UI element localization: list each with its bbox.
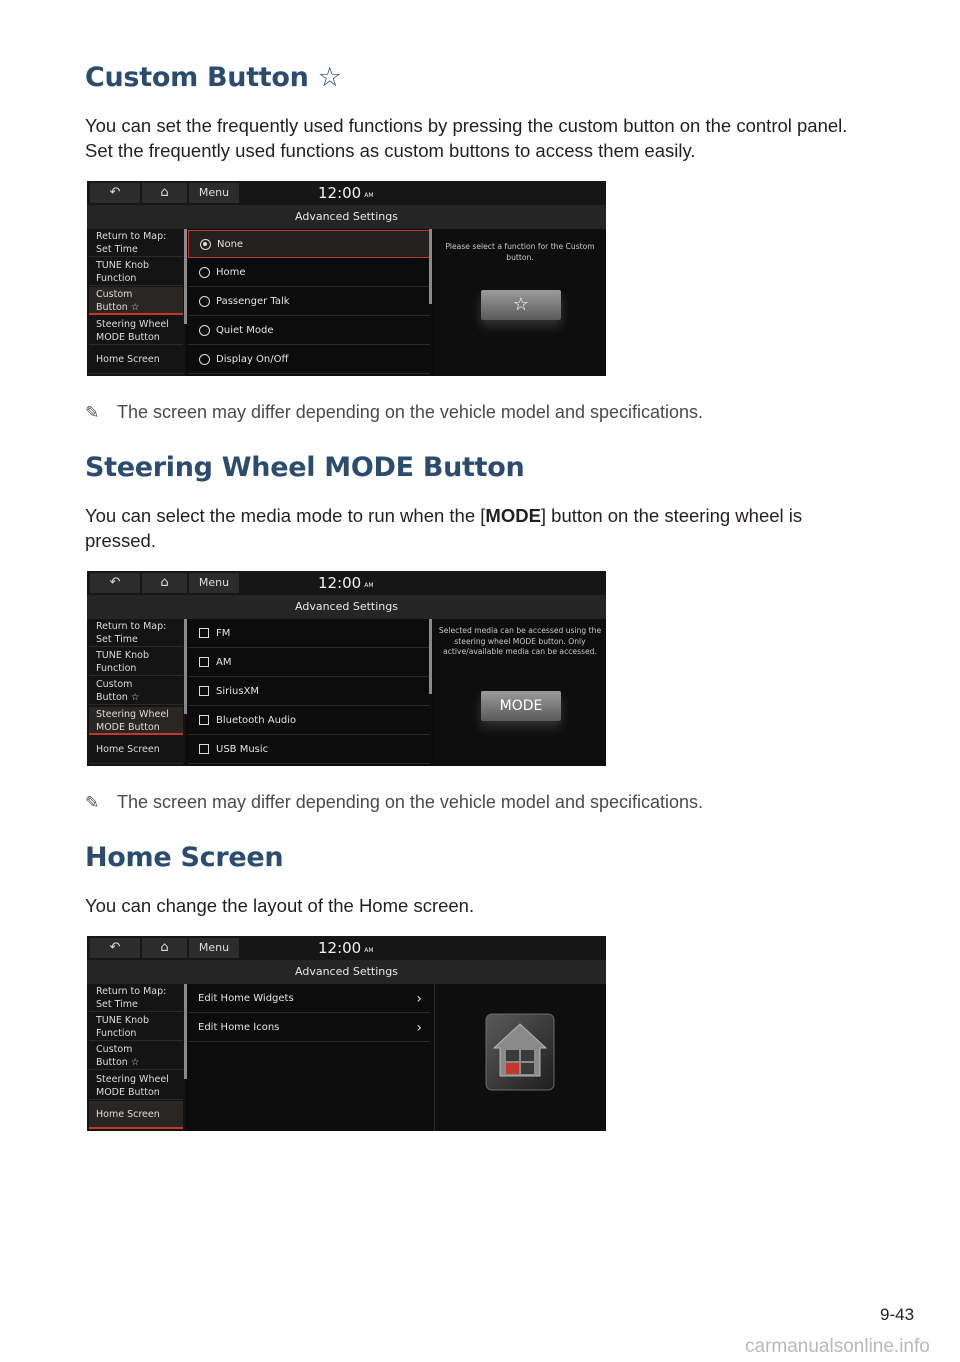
menu-button[interactable]: Menu	[189, 938, 239, 958]
info-panel	[434, 229, 606, 376]
sidebar-item-steering-wheel[interactable]	[89, 317, 183, 345]
home-button[interactable]: ⌂	[142, 183, 187, 203]
option-label: Edit Home Icons	[198, 1022, 280, 1033]
note-text: The screen may differ depending on the vehicle model and specifications.	[117, 792, 704, 812]
sidebar-item-return-to-map[interactable]	[89, 229, 183, 257]
back-button[interactable]: ↶	[90, 573, 140, 593]
option-label: Passenger Talk	[216, 296, 290, 307]
sidebar-item-custom-button[interactable]	[89, 677, 183, 705]
custom-button-screen	[87, 181, 606, 376]
sidebar-label-line2: Set Time	[96, 633, 138, 645]
media-option-bluetooth-audio[interactable]	[188, 707, 430, 735]
screen-title: Advanced Settings	[87, 595, 606, 619]
checkbox-icon	[199, 715, 209, 725]
pencil-icon: ✎	[85, 792, 100, 812]
edit-home-icons[interactable]	[188, 1014, 430, 1042]
sidebar-label-line2: Button ☆	[96, 1056, 140, 1068]
chevron-right-icon: ›	[416, 1020, 422, 1036]
media-option-siriusxm[interactable]	[188, 678, 430, 706]
steering-mode-screen	[87, 571, 606, 766]
option-label: USB Music	[216, 744, 269, 755]
sidebar-item-return-to-map[interactable]	[89, 619, 183, 647]
sidebar-item-custom-button[interactable]	[89, 1042, 183, 1070]
top-bar	[87, 181, 606, 205]
checkbox-icon	[199, 628, 209, 638]
home-layout-icon	[482, 1010, 558, 1094]
media-list	[188, 620, 430, 766]
sidebar-item-home-screen[interactable]: Home Screen	[89, 736, 183, 764]
option-label: Display On/Off	[216, 354, 289, 365]
sidebar-label-line2: MODE Button	[96, 331, 160, 343]
radio-icon	[199, 325, 210, 336]
panel-instruction: Please select a function for the Custom button.	[445, 242, 595, 262]
sidebar-label-line1: TUNE Knob	[96, 650, 149, 661]
media-option-fm[interactable]	[188, 620, 430, 648]
edit-home-widgets[interactable]	[188, 985, 430, 1013]
sidebar-scrollbar[interactable]	[184, 619, 187, 714]
top-bar	[87, 936, 606, 960]
option-list-scrollbar[interactable]	[429, 229, 432, 304]
checkbox-icon	[199, 657, 209, 667]
steering-mode-note	[85, 792, 703, 813]
clock	[318, 184, 374, 205]
sidebar-label-line1: Custom	[96, 1044, 133, 1055]
sidebar-label-line1: Custom	[96, 679, 133, 690]
radio-selected-icon	[200, 239, 211, 250]
option-label: FM	[216, 628, 231, 639]
steering-body-start: You can select the media mode to run when the [	[85, 505, 486, 526]
steering-body-end: ] button on the steering wheel is pressed.	[85, 505, 803, 551]
sidebar-label-line2: Set Time	[96, 998, 138, 1010]
steering-mode-description	[85, 503, 855, 553]
menu-button[interactable]: Menu	[189, 573, 239, 593]
sidebar-label-line1: Return to Map:	[96, 621, 167, 632]
settings-sidebar	[87, 619, 185, 766]
custom-button-heading: Custom Button ☆	[85, 62, 342, 93]
custom-button-description: You can set the frequently used functions by pressing the custom button on the control panel. Set the frequently used functions as custom buttons to access them easily.	[85, 115, 848, 161]
option-quiet-mode[interactable]	[188, 317, 430, 345]
sidebar-label-line2: Set Time	[96, 243, 138, 255]
option-label: AM	[216, 657, 232, 668]
home-button[interactable]: ⌂	[142, 573, 187, 593]
sidebar-scrollbar[interactable]	[184, 984, 187, 1079]
clock-ampm: AM	[364, 582, 374, 589]
top-bar	[87, 571, 606, 595]
sidebar-item-tune-knob[interactable]	[89, 258, 183, 286]
sidebar-label-line1: TUNE Knob	[96, 260, 149, 271]
sidebar-item-home-screen[interactable]: Home Screen	[89, 1101, 183, 1129]
sidebar-scrollbar[interactable]	[184, 229, 187, 324]
checkbox-icon	[199, 686, 209, 696]
sidebar-label-line2: Function	[96, 662, 137, 674]
clock-ampm: AM	[364, 947, 374, 954]
sidebar-item-tune-knob[interactable]	[89, 1013, 183, 1041]
screen-title: Advanced Settings	[87, 960, 606, 984]
sidebar-label-line2: Button ☆	[96, 301, 140, 313]
option-none[interactable]	[188, 230, 430, 258]
note-text: The screen may differ depending on the vehicle model and specifications.	[117, 402, 704, 422]
sidebar-label-line1: TUNE Knob	[96, 1015, 149, 1026]
pencil-icon: ✎	[85, 402, 100, 422]
home-button[interactable]: ⌂	[142, 938, 187, 958]
option-label: Bluetooth Audio	[216, 715, 297, 726]
clock-time: 12:00	[318, 939, 362, 957]
panel-instruction: Selected media can be accessed using the steering wheel MODE button. Only active/available media can be accessed.	[438, 626, 602, 656]
home-screen-description: You can change the layout of the Home screen.	[85, 895, 475, 916]
option-label: None	[217, 239, 244, 250]
sidebar-item-steering-wheel[interactable]	[89, 707, 183, 735]
sidebar-label-line2: Function	[96, 1027, 137, 1039]
sidebar-label-line1: Return to Map:	[96, 231, 167, 242]
custom-button-preview-star-icon: ☆	[481, 290, 561, 320]
page-number: 9-43	[880, 1305, 915, 1324]
sidebar-label-line1: Steering Wheel	[96, 1074, 169, 1085]
clock-time: 12:00	[318, 184, 362, 202]
checkbox-icon	[199, 744, 209, 754]
home-screen-settings-screen	[87, 936, 606, 1131]
sidebar-item-tune-knob[interactable]	[89, 648, 183, 676]
option-passenger-talk[interactable]	[188, 288, 430, 316]
sidebar-label-line2: Function	[96, 272, 137, 284]
sidebar-item-steering-wheel[interactable]	[89, 1072, 183, 1100]
back-button[interactable]: ↶	[90, 183, 140, 203]
media-list-scrollbar[interactable]	[429, 619, 432, 694]
sidebar-label-line1: Return to Map:	[96, 986, 167, 997]
chevron-right-icon: ›	[416, 991, 422, 1007]
back-button[interactable]: ↶	[90, 938, 140, 958]
option-label: Quiet Mode	[216, 325, 274, 336]
option-display-onoff[interactable]	[188, 346, 430, 374]
radio-icon	[199, 267, 210, 278]
sidebar-label-line1: Steering Wheel	[96, 709, 169, 720]
clock	[318, 939, 374, 960]
option-list	[188, 230, 430, 376]
radio-icon	[199, 354, 210, 365]
option-label: SiriusXM	[216, 686, 260, 697]
settings-sidebar	[87, 229, 185, 376]
sidebar-label-line2: MODE Button	[96, 721, 160, 733]
custom-button-note	[85, 402, 703, 423]
clock-time: 12:00	[318, 574, 362, 592]
sidebar-label-line1: Steering Wheel	[96, 319, 169, 330]
screen-title: Advanced Settings	[87, 205, 606, 229]
watermark: carmanualsonline.info	[745, 1336, 930, 1357]
radio-icon	[199, 296, 210, 307]
settings-sidebar	[87, 984, 185, 1131]
sidebar-label-line2: Button ☆	[96, 691, 140, 703]
sidebar-item-custom-button[interactable]	[89, 287, 183, 315]
home-screen-heading: Home Screen	[85, 842, 284, 873]
clock	[318, 574, 374, 595]
clock-ampm: AM	[364, 192, 374, 199]
info-panel	[434, 619, 606, 766]
steering-mode-heading: Steering Wheel MODE Button	[85, 452, 525, 483]
media-option-am[interactable]	[188, 649, 430, 677]
sidebar-item-return-to-map[interactable]	[89, 984, 183, 1012]
sidebar-item-home-screen[interactable]: Home Screen	[89, 346, 183, 374]
home-options-list	[188, 985, 430, 1131]
option-label: Edit Home Widgets	[198, 993, 294, 1004]
menu-button[interactable]: Menu	[189, 183, 239, 203]
mode-button-preview: MODE	[481, 691, 561, 721]
option-home[interactable]	[188, 259, 430, 287]
sidebar-label-line2: MODE Button	[96, 1086, 160, 1098]
media-option-usb-music[interactable]	[188, 736, 430, 764]
sidebar-label-line1: Custom	[96, 289, 133, 300]
option-label: Home	[216, 267, 246, 278]
steering-body-bold: MODE	[485, 505, 541, 526]
